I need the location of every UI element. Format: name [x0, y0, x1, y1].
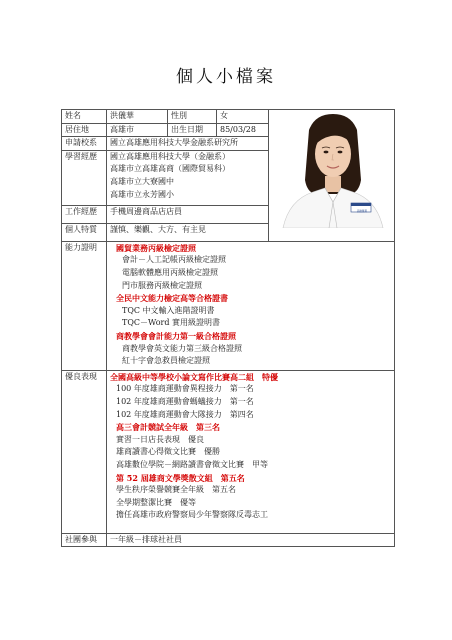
cert-item: 紅十字會急救員檢定證照 [122, 356, 210, 366]
certs-list [107, 241, 395, 370]
row-club [62, 533, 395, 547]
traits-label: 個人特質 [62, 223, 107, 241]
cert-item: 全民中文能力檢定高等合格證書 [116, 293, 228, 304]
profile-table [61, 109, 395, 547]
apply-value: 國立高雄應用科技大學金融系研究所 [107, 137, 269, 151]
cert-item: 商教學會英文能力第三級合格證照 [122, 343, 242, 353]
apply-label: 申請校系 [62, 137, 107, 151]
award-item: 擔任高雄市政府警察局少年警察隊反毒志工 [116, 510, 268, 520]
portrait-image [269, 110, 394, 228]
education-item: 國立高雄應用科技大學（金融系） [110, 151, 230, 161]
cert-item: 會計－人工記帳丙級檢定證照 [122, 255, 226, 265]
residence-value: 高雄市 [107, 123, 168, 137]
cert-item: 商教學會會計能力第一級合格證照 [116, 330, 236, 341]
name-label: 姓名 [62, 110, 107, 124]
residence-label: 居住地 [62, 123, 107, 137]
work-value: 手機周邊商品店店員 [107, 205, 269, 223]
cert-item: 國貿業務丙級檢定證照 [116, 242, 196, 253]
award-item: 102 年度雄商運動會螞蟻接力 第一名 [116, 396, 254, 406]
awards-label: 優良表現 [62, 370, 107, 533]
cert-item: TQC－Word 實用級證明書 [122, 318, 220, 328]
birth-value: 85/03/28 [217, 123, 269, 137]
work-label: 工作經歷 [62, 205, 107, 223]
cert-item: TQC 中文輸入進階證明書 [122, 305, 215, 315]
education-item: 高雄市立高雄高商（國際貿易科） [110, 164, 230, 174]
award-item: 學生秩序榮譽競賽全年級 第五名 [116, 485, 236, 495]
gender-label: 性別 [168, 110, 217, 124]
photo-badge-text: 高雄應用 [356, 210, 368, 213]
row-name [62, 110, 395, 124]
photo-cell [269, 110, 395, 242]
gender-value: 女 [217, 110, 269, 124]
cert-item: 電腦軟體應用丙級檢定證照 [122, 267, 218, 277]
award-item: 100 年度雄商運動會異程接力 第一名 [116, 384, 254, 394]
traits-value: 謹慎、樂觀、大方、有主見 [107, 223, 269, 241]
name-value: 洪儀華 [107, 110, 168, 124]
award-item: 102 年度雄商運動會大隊接力 第四名 [116, 409, 254, 419]
row-awards [62, 370, 395, 533]
education-item: 高雄市立大寮國中 [110, 176, 174, 186]
award-item: 實習一日店長表現 優良 [116, 434, 204, 444]
club-label: 社團參與 [62, 533, 107, 547]
award-item: 全國高級中等學校小論文寫作比賽高二組 特優 [110, 371, 278, 382]
education-item: 高雄市立永芳國小 [110, 189, 174, 199]
award-item: 高三會計競試全年級 第三名 [116, 422, 220, 433]
education-label: 學習經歷 [62, 150, 107, 205]
row-certs [62, 241, 395, 370]
awards-list [107, 370, 395, 533]
cert-item: 門市服務丙級檢定證照 [122, 280, 202, 290]
certs-label: 能力證明 [62, 241, 107, 370]
club-value: 一年級－排球社社員 [107, 533, 395, 547]
page-title: 個人小檔案 [176, 67, 276, 87]
birth-label: 出生日期 [168, 123, 217, 137]
education-list [107, 150, 269, 205]
award-item: 雄商讀書心得徵文比賽 優勝 [116, 447, 220, 457]
award-item: 高雄數位學院－網路讀書會徵文比賽 甲等 [116, 459, 268, 469]
award-item: 全學期整潔比賽 優等 [116, 497, 196, 507]
award-item: 第 52 屆雄商文學獎散文組 第五名 [116, 472, 245, 483]
profile-photo [269, 110, 394, 241]
